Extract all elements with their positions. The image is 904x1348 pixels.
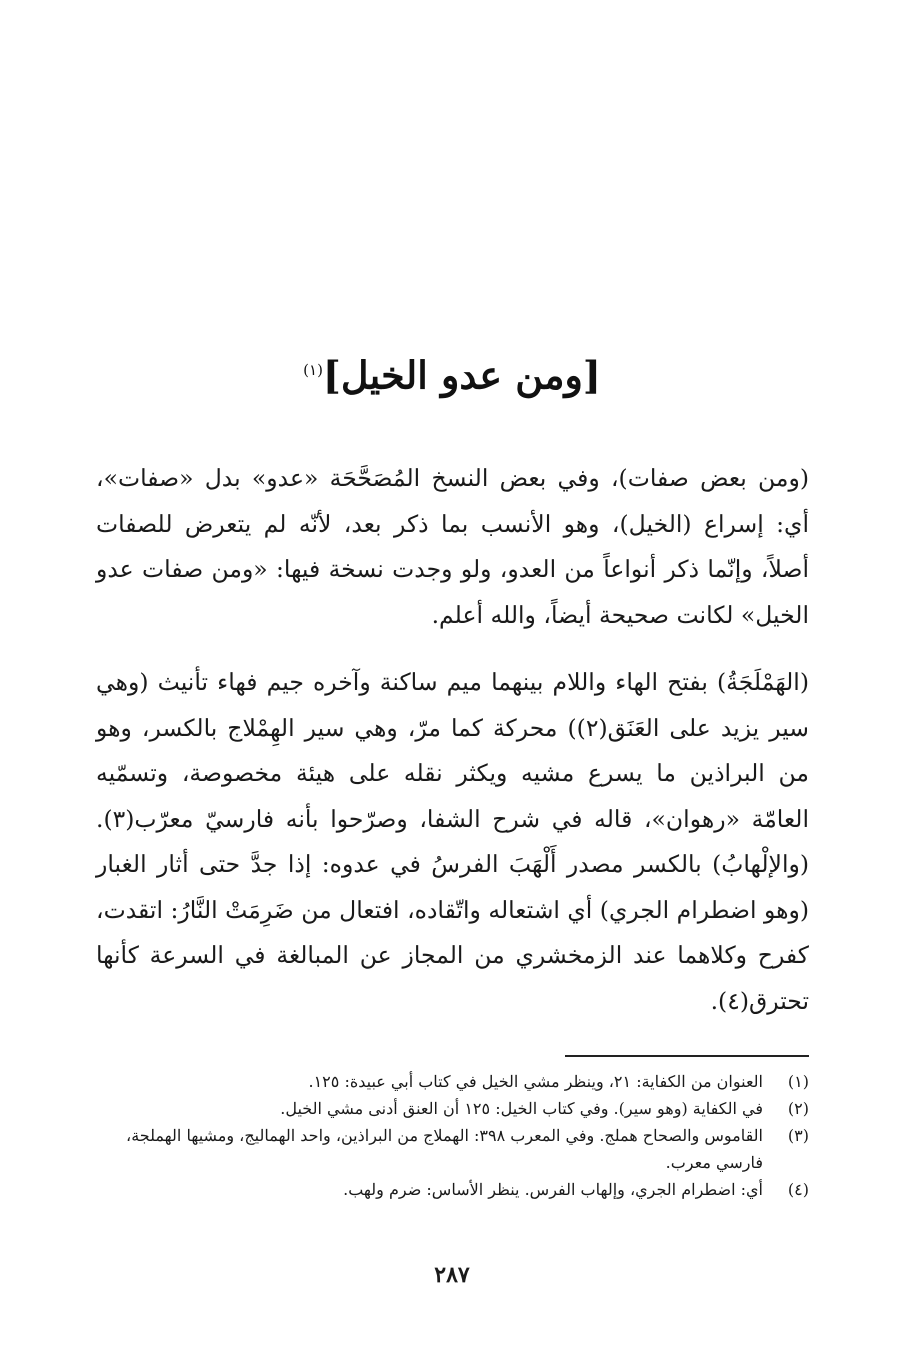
footnote-number: (٤) bbox=[787, 1180, 809, 1199]
paragraph-1 bbox=[96, 456, 809, 638]
footnote-number: (٣) bbox=[787, 1126, 809, 1145]
paragraph-2-text: (الهَمْلَجَةُ) بفتح الهاء واللام بينهما ميم ساكنة وآخره جيم فهاء تأنيث (وهي سير يزيد على العَنَق(٢)) محركة كما مرّ، وهي سير الهِمْلاج بالكسر، وهو من البراذين ما يسرع مشيه ويكثر نقله على هيئة مخصوصة، وتسمّيه العامّة «رهوان»، قاله في شرح الشفا، وصرّحوا بأنه فارسيّ معرّب(٣). (والإلْهابُ) بالكسر مصدر أَلْهَبَ الفرسُ في عدوه: إذا جدَّ حتى أثار الغبار (وهو اضطرام الجري) أي اشتعاله واتّقاده، افتعال من ضَرِمَتْ النَّارُ: اتقدت، كفرح وكلاهما عند الزمخشري من المجاز عن المبالغة في السرعة كأنها تحترق(٤). bbox=[96, 668, 809, 1015]
footnote-divider bbox=[565, 1055, 809, 1057]
heading-footnote-ref: (١) bbox=[303, 361, 323, 379]
page-number: ٢٨٧ bbox=[434, 1262, 470, 1288]
footnote-text: أي: اضطرام الجري، وإلهاب الفرس. ينظر الأساس: ضرم ولهب. bbox=[343, 1180, 763, 1199]
footnote-3 bbox=[96, 1122, 809, 1176]
footnote-text: في الكفاية (وهو سير). وفي كتاب الخيل: ١٢٥ أن العنق أدنى مشي الخيل. bbox=[280, 1099, 763, 1118]
footnote-text: العنوان من الكفاية: ٢١، وينظر مشي الخيل في كتاب أبي عبيدة: ١٢٥. bbox=[308, 1072, 763, 1091]
paragraph-2 bbox=[96, 660, 809, 1024]
footnote-4 bbox=[96, 1176, 809, 1203]
footnote-1 bbox=[96, 1068, 809, 1095]
footnotes bbox=[96, 1068, 809, 1203]
section-heading bbox=[0, 340, 904, 406]
footnote-2 bbox=[96, 1095, 809, 1122]
paragraph-1-text: (ومن بعض صفات)، وفي بعض النسخ المُصَحَّحَة «عدو» بدل «صفات»، أي: إسراع (الخيل)، وهو الأنسب بما ذكر بعد، لأنّه لم يتعرض للصفات أصلاً، وإنّما ذكر أنواعاً من العدو، ولو وجدت نسخة فيها: «ومن صفات عدو الخيل» لكانت صحيحة أيضاً، والله أعلم. bbox=[96, 464, 809, 629]
footnote-number: (٢) bbox=[787, 1099, 809, 1118]
section-heading-text: [ومن عدو الخيل] bbox=[322, 352, 601, 398]
footnote-number: (١) bbox=[787, 1072, 809, 1091]
footnote-text: القاموس والصحاح هملج. وفي المعرب ٣٩٨: الهملاج من البراذين، واحد الهماليج، ومشيها الهملجة، فارسي معرب. bbox=[126, 1126, 763, 1172]
